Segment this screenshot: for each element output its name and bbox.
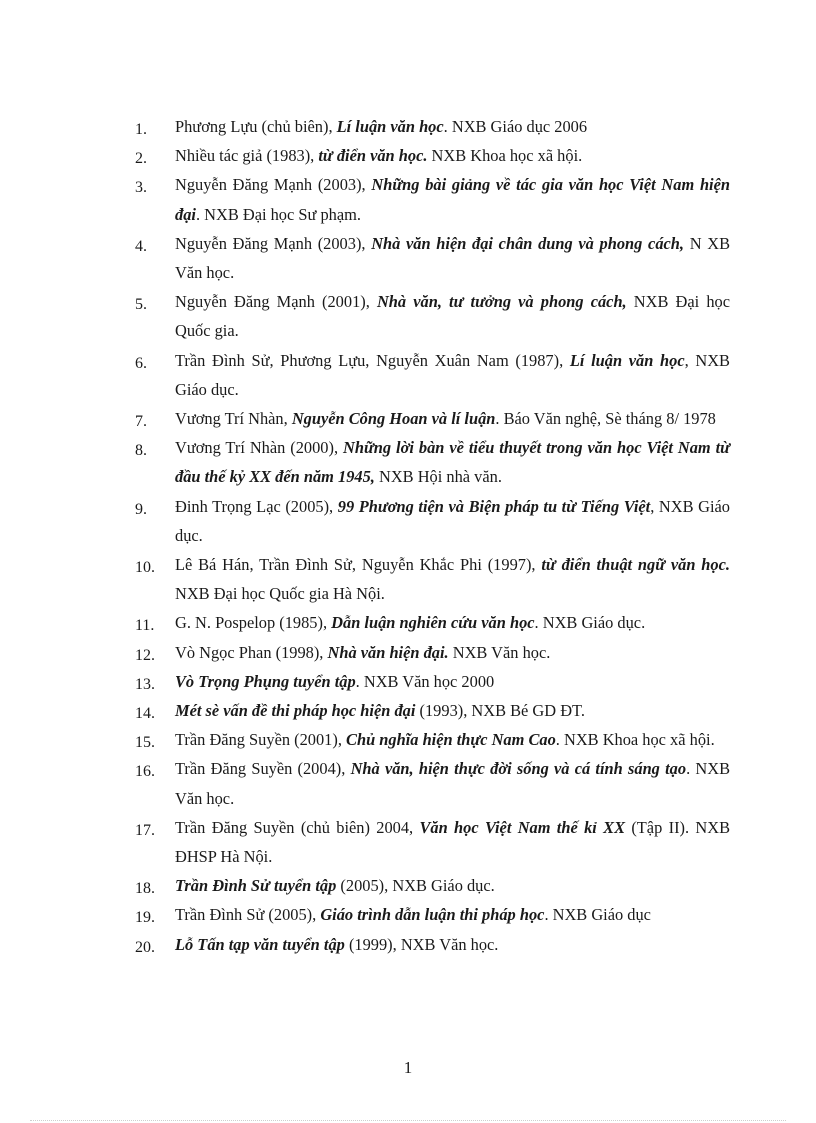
reference-text xyxy=(175,287,730,345)
reference-number: 10. xyxy=(135,559,155,577)
reference-text xyxy=(175,871,730,900)
reference-number: 18. xyxy=(135,880,155,898)
reference-item xyxy=(130,696,730,725)
reference-number: 4. xyxy=(135,237,147,255)
reference-detail: N XB Văn học. xyxy=(175,233,730,283)
reference-detail: . NXB Văn học 2000 xyxy=(355,671,495,691)
reference-title: Nhà văn, hiện thực đời sống và cá tính sáng tạo xyxy=(350,759,687,779)
reference-number: 1. xyxy=(135,121,147,138)
reference-detail: Vò Ngọc Phan (1998), xyxy=(175,642,328,662)
reference-detail: (1993), NXB Bé GD ĐT. xyxy=(415,701,585,721)
reference-number: 9. xyxy=(135,500,147,518)
reference-item xyxy=(130,871,730,900)
reference-detail: G. N. Pospelop (1985), xyxy=(175,613,332,633)
reference-number: 6. xyxy=(135,354,147,372)
reference-number: 2. xyxy=(135,150,147,168)
reference-number: 3. xyxy=(135,179,147,197)
reference-item xyxy=(130,638,730,667)
reference-detail: Trần Đăng Suyền (2004), xyxy=(175,759,351,779)
reference-text xyxy=(175,550,730,608)
reference-number: 13. xyxy=(135,675,155,693)
reference-detail: NXB Đại học Quốc gia. xyxy=(175,292,730,341)
reference-item xyxy=(130,287,730,345)
reference-item xyxy=(130,608,730,637)
reference-text xyxy=(175,813,730,871)
reference-text xyxy=(175,696,730,725)
reference-detail: . NXB Đại học Sư phạm. xyxy=(195,204,361,224)
reference-number: 16. xyxy=(135,763,155,781)
reference-text xyxy=(175,404,730,433)
reference-item xyxy=(130,900,730,929)
reference-detail: Nguyễn Đăng Mạnh (2003), xyxy=(175,175,372,195)
reference-number: 8. xyxy=(135,442,147,460)
reference-title: từ điển thuật ngữ văn học. xyxy=(541,555,730,575)
reference-detail: NXB Đại học Quốc gia Hà Nội. xyxy=(175,584,385,604)
reference-item xyxy=(130,754,730,812)
reference-title: từ điển văn học. xyxy=(318,146,428,166)
reference-item xyxy=(130,141,730,170)
reference-text xyxy=(175,608,730,637)
reference-title: Vò Trọng Phụng tuyển tập xyxy=(175,671,356,691)
reference-text xyxy=(175,346,730,404)
reference-number: 12. xyxy=(135,646,155,664)
reference-number: 15. xyxy=(135,734,155,752)
reference-detail: Trần Đình Sử (2005), xyxy=(175,905,321,925)
reference-text xyxy=(175,930,730,959)
reference-number: 7. xyxy=(135,413,147,431)
reference-title: Nhà văn hiện đại chân dung và phong cách, xyxy=(371,233,685,253)
reference-title: Nguyễn Công Hoan và lí luận xyxy=(291,409,496,429)
reference-title: Lỗ Tấn tạp văn tuyển tập xyxy=(175,934,345,954)
reference-text xyxy=(175,725,730,754)
reference-detail: Nguyễn Đăng Mạnh (2003), xyxy=(175,233,372,253)
reference-detail: NXB Văn học. xyxy=(448,642,551,662)
reference-item xyxy=(130,550,730,608)
reference-detail: Trần Đăng Suyền (chủ biên) 2004, xyxy=(175,817,420,837)
reference-detail: . NXB Văn học. xyxy=(175,759,730,808)
reference-text xyxy=(175,638,730,667)
page-number: 1 xyxy=(403,1058,413,1077)
reference-text xyxy=(175,433,730,491)
reference-item xyxy=(130,433,730,491)
reference-detail: Trần Đăng Suyền (2001), xyxy=(175,730,347,750)
reference-text xyxy=(175,141,730,170)
reference-text xyxy=(175,229,730,287)
reference-detail: Lê Bá Hán, Trần Đình Sử, Nguyễn Khắc Phi (1997), xyxy=(175,555,542,575)
reference-number: 5. xyxy=(135,296,147,314)
reference-list xyxy=(130,112,730,959)
reference-item xyxy=(130,346,730,404)
reference-detail: , NXB Giáo dục. xyxy=(175,496,730,545)
reference-text xyxy=(175,492,730,550)
reference-text xyxy=(175,667,730,696)
reference-title: Trần Đình Sử tuyển tập xyxy=(175,876,337,896)
reference-item xyxy=(130,667,730,696)
reference-number: 20. xyxy=(135,938,155,956)
reference-title: Nhà văn, tư tưởng và phong cách, xyxy=(376,292,627,312)
reference-title: Lí luận văn học xyxy=(569,350,685,370)
reference-detail: Vương Trí Nhàn, xyxy=(175,409,292,429)
reference-detail: Vương Trí Nhàn (2000), xyxy=(175,438,344,458)
reference-text xyxy=(175,754,730,812)
reference-title: Mét sè vấn đề thi pháp học hiện đại xyxy=(175,701,416,721)
reference-title: Những lời bàn về tiểu thuyết trong văn học Việt Nam từ đầu thế kỷ XX đến năm 1945, xyxy=(175,438,731,487)
reference-number: 11. xyxy=(135,617,155,635)
reference-detail: Nguyễn Đăng Mạnh (2001), xyxy=(175,292,377,312)
reference-detail: (1999), NXB Văn học. xyxy=(344,934,499,954)
reference-number: 17. xyxy=(135,821,155,839)
reference-item xyxy=(130,170,730,228)
reference-title: Những bài giảng về tác gia văn học Việt Nam hiện đại xyxy=(175,175,730,224)
reference-item xyxy=(130,112,730,141)
reference-item xyxy=(130,930,730,959)
reference-title: Chủ nghĩa hiện thực Nam Cao xyxy=(346,730,556,750)
reference-detail: (2005), NXB Giáo dục. xyxy=(336,876,495,896)
reference-item xyxy=(130,725,730,754)
reference-detail: Trần Đình Sử, Phương Lựu, Nguyễn Xuân Nam (1987), xyxy=(175,350,570,370)
reference-detail: . NXB Giáo dục 2006 xyxy=(443,117,588,136)
reference-title: Giáo trình dẫn luận thi pháp học xyxy=(320,905,545,925)
reference-detail: NXB Hội nhà văn. xyxy=(374,467,502,487)
reference-item xyxy=(130,229,730,287)
reference-detail: . Báo Văn nghệ, Sè tháng 8/ 1978 xyxy=(495,409,716,429)
reference-title: Văn học Việt Nam thế kỉ XX xyxy=(419,817,626,837)
reference-text xyxy=(175,112,730,141)
reference-detail: . NXB Khoa học xã hội. xyxy=(555,730,715,750)
reference-title: Dẫn luận nghiên cứu văn học xyxy=(331,613,535,633)
reference-detail: NXB Khoa học xã hội. xyxy=(427,146,583,166)
reference-item xyxy=(130,404,730,433)
reference-title: Nhà văn hiện đại. xyxy=(327,642,449,662)
reference-title: 99 Phương tiện và Biện pháp tu từ Tiếng Việt xyxy=(337,496,651,516)
reference-number: 19. xyxy=(135,909,155,927)
reference-detail: , NXB Giáo dục. xyxy=(175,350,730,399)
reference-detail: . NXB Giáo dục xyxy=(544,905,651,925)
reference-title: Lí luận văn học xyxy=(336,117,444,136)
reference-item xyxy=(130,492,730,550)
reference-detail: Phương Lựu (chủ biên), xyxy=(175,117,337,136)
reference-detail: Đinh Trọng Lạc (2005), xyxy=(175,496,338,516)
reference-detail: (Tập II). NXB ĐHSP Hà Nội. xyxy=(175,817,731,867)
reference-number: 14. xyxy=(135,705,155,723)
reference-text xyxy=(175,900,730,929)
reference-detail: . NXB Giáo dục. xyxy=(534,613,646,633)
reference-text xyxy=(175,170,730,228)
reference-detail: Nhiều tác giả (1983), xyxy=(175,146,319,166)
reference-item xyxy=(130,813,730,871)
page-bottom-divider xyxy=(30,1120,786,1121)
